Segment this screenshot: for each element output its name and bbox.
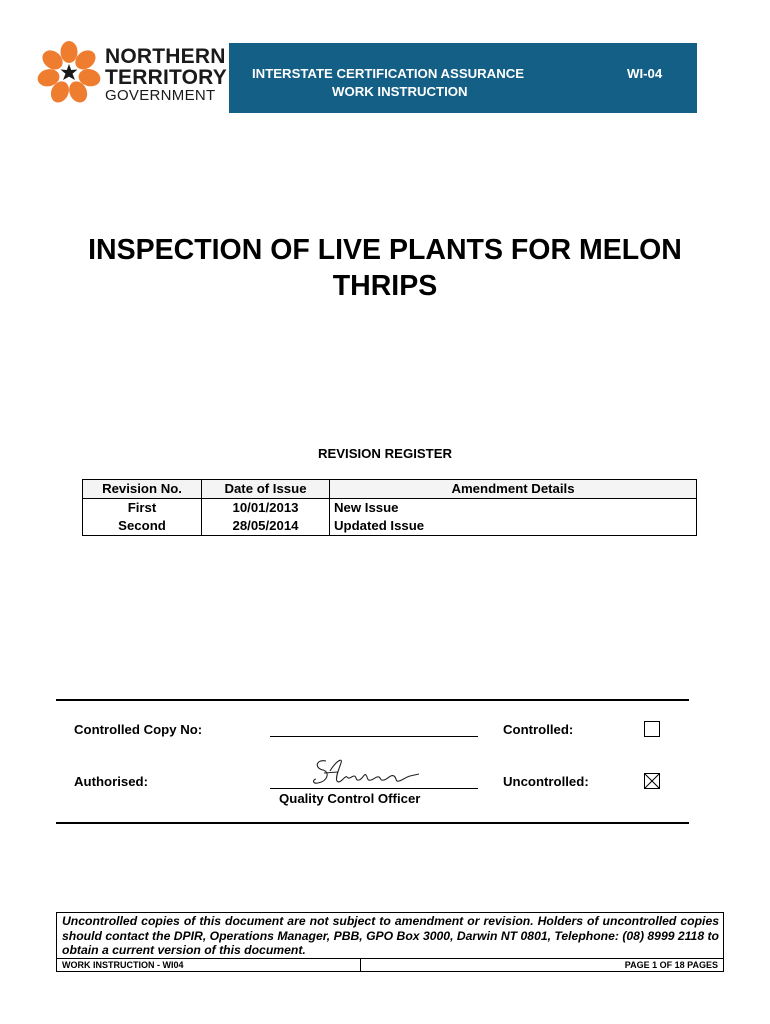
logo-text-northern: NORTHERN [105, 45, 226, 68]
table-row [83, 499, 697, 518]
checkbox-cross-icon [645, 774, 659, 788]
uncontrolled-copy-notice: Uncontrolled copies of this document are not subject to amendment or revision. Holders of uncontrolled copies should contact the DPIR, Operations Manager, PBB, GPO Box 3000, Darwin NT 0801, Telephone: (08) 8999 2118 to obtain a current version of this document. [62, 914, 719, 957]
section-divider-top [56, 699, 689, 701]
flower-emblem-icon [36, 40, 104, 106]
document-title-line1: INSPECTION OF LIVE PLANTS FOR MELON [88, 234, 682, 266]
document-header-banner [229, 43, 697, 113]
amendment-details-cell: New Issue [334, 500, 399, 515]
revision-no-cell: Second [83, 517, 202, 536]
header-title: INTERSTATE CERTIFICATION ASSURANCE [252, 66, 525, 81]
signatory-title: Quality Control Officer [279, 791, 421, 806]
controlled-copy-no-label: Controlled Copy No: [74, 722, 203, 737]
date-of-issue-cell: 28/05/2014 [202, 517, 330, 536]
footer-document-reference: WORK INSTRUCTION - WI04 [57, 959, 361, 971]
table-header-row [83, 480, 697, 499]
column-header-date-of-issue: Date of Issue [202, 480, 330, 499]
nt-government-logo [36, 40, 226, 106]
logo-text-territory: TERRITORY [105, 66, 227, 89]
section-divider-bottom [56, 822, 689, 824]
controlled-checkbox[interactable] [644, 721, 660, 737]
column-header-revision-no: Revision No. [83, 480, 202, 499]
document-code: WI-04 [627, 66, 663, 81]
document-title-line2: THRIPS [332, 270, 438, 302]
footer-info-row [57, 958, 723, 971]
uncontrolled-checkbox[interactable] [644, 773, 660, 789]
authorised-signature-field[interactable] [270, 788, 478, 789]
amendment-details-cell: Updated Issue [334, 518, 425, 533]
document-footer [56, 912, 724, 972]
authorised-label: Authorised: [74, 774, 148, 789]
controlled-label: Controlled: [503, 722, 574, 737]
controlled-copy-no-field[interactable] [270, 736, 478, 737]
date-of-issue-cell: 10/01/2013 [202, 499, 330, 518]
document-title [40, 232, 730, 304]
logo-text-government: GOVERNMENT [105, 87, 216, 104]
footer-page-number: PAGE 1 OF 18 PAGES [624, 959, 718, 970]
column-header-amendment-details: Amendment Details [330, 480, 697, 499]
uncontrolled-label: Uncontrolled: [503, 774, 589, 789]
header-subtitle: WORK INSTRUCTION [332, 84, 468, 99]
revision-no-cell: First [83, 499, 202, 518]
revision-table [82, 479, 697, 536]
revision-register-heading: REVISION REGISTER [317, 446, 453, 461]
table-row [83, 517, 697, 536]
